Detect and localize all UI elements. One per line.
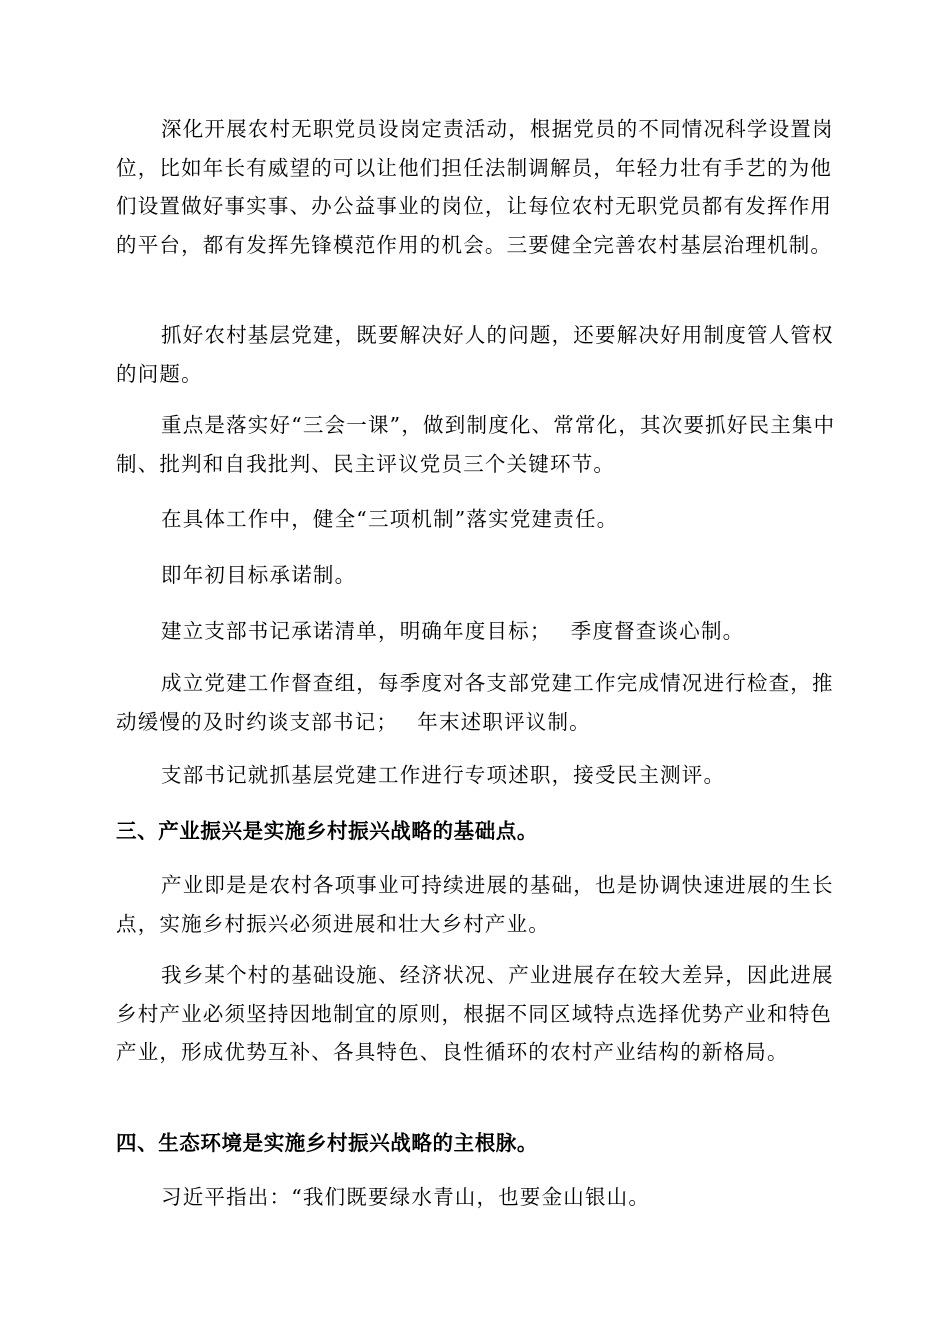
section-heading-industry: 三、产业振兴是实施乡村振兴战略的基础点。 bbox=[116, 819, 538, 843]
paragraph-inspection-group: 成立党建工作督查组，每季度对各支部党建工作完成情况进行检查，推动缓慢的及时约谈支部书记； 年末述职评议制。 bbox=[116, 671, 834, 734]
paragraph-three-meetings: 重点是落实好“三会一课”，做到制度化、常常化，其次要抓好民主集中制、批判和自我批判、民主评议党员三个关键环节。 bbox=[116, 413, 836, 476]
paragraph-annual-commitment: 即年初目标承诺制。 bbox=[161, 563, 357, 587]
paragraph-three-mechanisms: 在具体工作中，健全“三项机制”落实党建责任。 bbox=[161, 507, 619, 531]
paragraph-industry-base: 产业即是是农村各项事业可持续进展的基础，也是协调快速进展的生长点，实施乡村振兴必须进展和壮大乡村产业。 bbox=[116, 873, 834, 936]
paragraph-party-building: 抓好农村基层党建，既要解决好人的问题，还要解决好用制度管人管权的问题。 bbox=[116, 323, 834, 386]
paragraph-green-mountains: 习近平指出：“我们既要绿水青山，也要金山银山。 bbox=[161, 1185, 651, 1209]
section-heading-ecology: 四、生态环境是实施乡村振兴战略的主根脉。 bbox=[116, 1131, 538, 1155]
paragraph-work-report: 支部书记就抓基层党建工作进行专项述职，接受民主测评。 bbox=[161, 763, 726, 787]
paragraph-local-conditions: 我乡某个村的基础设施、经济状况、产业进展存在较大差异，因此进展乡村产业必须坚持因地制宜的原则，根据不同区域特点选择优势产业和特色产业，形成优势互补、各具特色、良性循环的农村产业结构的新格局。 bbox=[116, 963, 834, 1064]
paragraph-commitment-list: 建立支部书记承诺清单，明确年度目标； 季度督查谈心制。 bbox=[161, 619, 745, 643]
paragraph-role-setting: 深化开展农村无职党员设岗定责活动，根据党员的不同情况科学设置岗位，比如年长有威望的可以让他们担任法制调解员，年轻力壮有手艺的为他们设置做好事实事、办公益事业的岗位，让每位农村无职党员都有发挥作用的平台，都有发挥先锋模范作用的机会。三要健全完善农村基层治理机制。 bbox=[116, 117, 834, 257]
